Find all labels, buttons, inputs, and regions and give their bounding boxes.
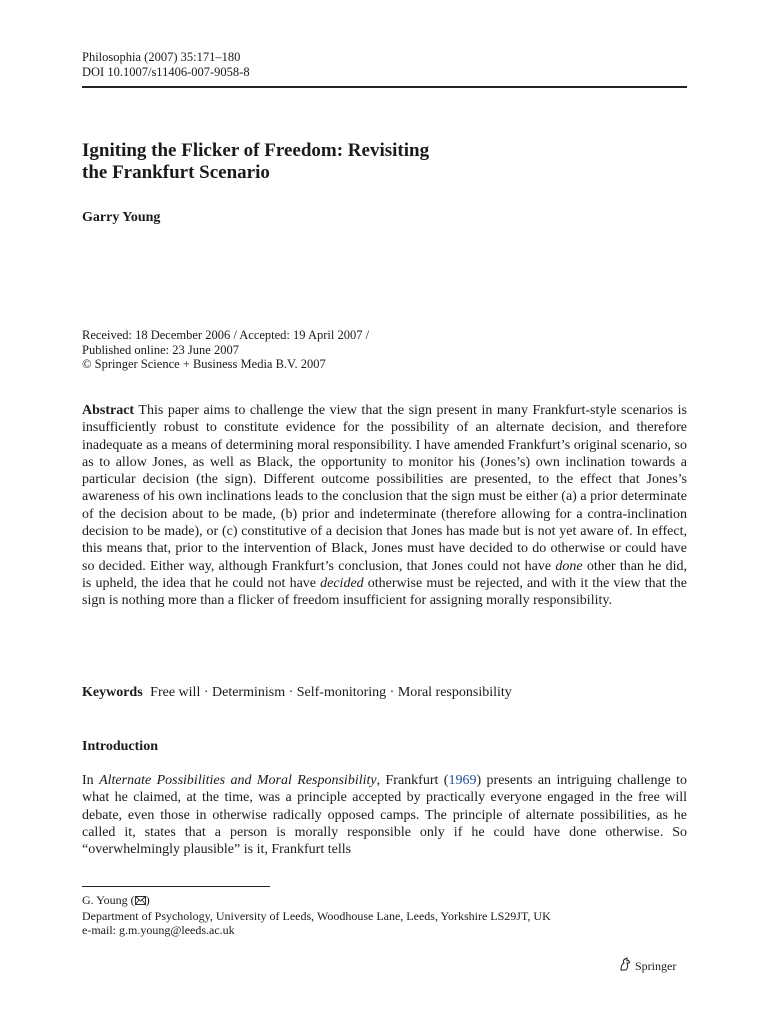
keywords-list: Free will · Determinism · Self-monitoring · Moral responsibility (150, 685, 512, 700)
header-rule (82, 86, 687, 88)
abstract-text-c: otherwise must be rejected, and with it the view that the sign is nothing more than a flicker of freedom insufficient for assigning morally responsibility. (82, 575, 687, 609)
abstract-text-b: other than he did, is upheld, the idea that he could not have (82, 558, 688, 591)
introduction-paragraph (82, 772, 687, 858)
footnote-rule (82, 886, 270, 887)
footnote-author-close: ) (145, 893, 150, 907)
published-online: Published online: 23 June 2007 (82, 342, 239, 357)
abstract-label: Abstract (82, 403, 135, 418)
abstract-emphasis-done: done (555, 558, 583, 574)
section-heading-introduction: Introduction (82, 739, 158, 754)
received-accepted: Received: 18 December 2006 / Accepted: 19 April 2007 / (82, 328, 370, 342)
title-line-1: Igniting the Flicker of Freedom: Revisiting (82, 140, 430, 161)
publisher-logo (618, 957, 676, 975)
copyright: © Springer Science + Business Media B.V. 2007 (82, 357, 326, 371)
springer-horse-icon (618, 957, 632, 975)
title-line-2: the Frankfurt Scenario (82, 162, 270, 183)
intro-mid: , Frankfurt ( (376, 773, 449, 788)
journal-header (82, 50, 250, 80)
publication-dates (82, 328, 369, 372)
article-title (82, 140, 702, 184)
author-name: Garry Young (82, 210, 161, 225)
abstract (82, 402, 687, 610)
intro-pre: In (82, 773, 94, 788)
footnote-name-line (82, 893, 687, 909)
envelope-icon (135, 894, 146, 909)
footnote-email[interactable]: e-mail: g.m.young@leeds.ac.uk (82, 923, 235, 937)
citation-link-1969[interactable]: 1969 (448, 773, 477, 788)
abstract-emphasis-decided: decided (320, 575, 364, 591)
footnote-author: G. Young ( (82, 893, 135, 907)
footnote-affiliation: Department of Psychology, University of Leeds, Woodhouse Lane, Leeds, Yorkshire LS29JT, UK (82, 908, 551, 923)
author-footnote (82, 893, 687, 938)
publisher-name: Springer (635, 958, 677, 973)
keywords (82, 684, 687, 701)
intro-rest: ) presents an intriguing challenge to what he claimed, at the time, was a principle accepted by practically everyone engaged in the free will debate, even those in otherwise radically opposed camps. The principle of alternate possibilities, as he called it, states that a person is morally responsible only if he could have done otherwise. So “overwhelmingly plausible” is it, Frankfurt tells (82, 773, 688, 858)
keywords-label: Keywords (82, 685, 143, 700)
journal-citation: Philosophia (2007) 35:171–180 (82, 50, 241, 64)
abstract-text-a: This paper aims to challenge the view that the sign present in many Frankfurt-style scenarios is insufficiently robust to constitute evidence for the possibility of an alternate decision, and therefore inadequate as a means of determining moral responsibility. I have amended Frankfurt’s original scenario, so as to allow Jones, as well as Black, the opportunity to monitor his (Jones’s) own inclination towards a particular decision (the sign). Different outcome possibilities are presented, to the effect that Jones’s awareness of his own inclinations leads to the conclusion that the sign must be either (a) a prior determinate of the decision about to be made, (b) prior and indeterminate (therefore allowing for a contra-inclination decision to be made), or (c) constitutive of a decision that Jones has made but is not yet aware of. In effect, this means that, prior to the intervention of Black, Jones must have decided to do otherwise or could have so decided. Either way, although Frankfurt’s conclusion, that Jones could not have (82, 403, 688, 574)
intro-work-title: Alternate Possibilities and Moral Responsibility (99, 773, 377, 788)
doi: DOI 10.1007/s11406-007-9058-8 (82, 65, 250, 79)
